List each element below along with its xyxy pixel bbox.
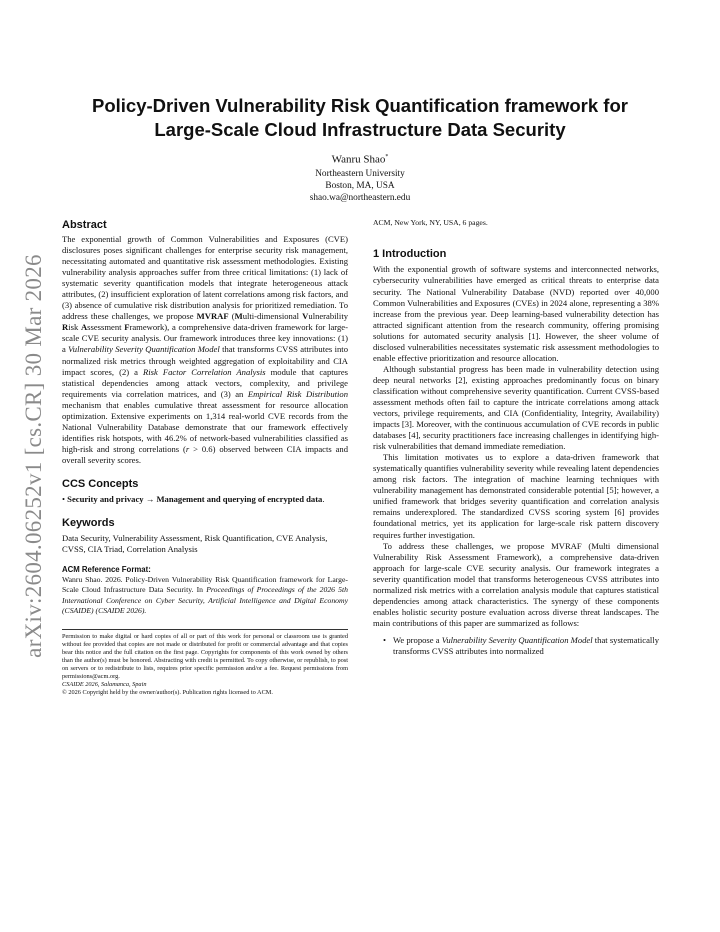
permission-notice: Permission to make digital or hard copies of all or part of this work for personal or classroom use is granted without fee provided that copies are not made or distributed for profit or commercial advantage and that copies bear this notice and the full citation on the first page. Copyrights for components of this work owned by others than the author(s) must be honored. Abstracting with credit is permitted. To copy otherwise, or republish, to post on servers or to redistribute to lists, requires prior specific permission and/or a fee. Request permissions from permissions@acm.org. — [62, 632, 348, 681]
author-location: Boston, MA, USA — [325, 181, 395, 192]
acm-reference-text: Wanru Shao. 2026. Policy-Driven Vulnerability Risk Quantification framework for Large-Scale Cloud Infrastructure Data Security. In Proceedings of Proceedings of the 2026 5th International Conference on Cyber Security, Artificial Intelligence and Digital Economy (CSAIDE) (CSAIDE 2026). — [62, 575, 348, 616]
title-line-1: Policy-Driven Vulnerability Risk Quantification framework for — [92, 95, 628, 116]
author-name — [60, 150, 660, 168]
copyright-line: © 2026 Copyright held by the owner/author(s). Publication rights licensed to ACM. — [62, 689, 273, 697]
introduction-heading: 1 Introduction — [373, 248, 447, 261]
intro-paragraph-3: This limitation motivates us to explore a data-driven framework that systematically quantifies vulnerability severity while revealing latent dependencies among risk factors. The integration of machine learning techniques with vulnerability management has demonstrated considerable potential [5]; however, a unified framework that bridges severity quantification and correlation analysis remains underexplored. The standardized CVSS scoring system [6] provides foundational metrics, yet its application for large-scale risk pattern discovery requires further investigation. — [373, 452, 659, 540]
right-column — [373, 218, 659, 657]
author-block — [60, 150, 660, 205]
abstract-body: The exponential growth of Common Vulnerabilities and Exposures (CVE) disclosures poses significant challenges for enterprise security risk management, necessitating automated and quantitative risk assessment methodologies. Existing vulnerability analysis approaches suffer from three critical limitations: (1) lack of systematic severity quantification models that integrate heterogeneous attack attributes, (2) insufficient exploration of latent correlations among risk factors, and (3) absence of cumulative risk distribution analysis for prioritized remediation. To address these challenges, we propose MVRAF (Multi-dimensional Vulnerability Risk Assessment Framework), a comprehensive data-driven framework for large-scale CVE security analysis. Our framework introduces three key innovations: (1) a Vulnerability Severity Quantification Model that transforms CVSS attributes into normalized risk metrics through weighted aggregation of exploitability and CIA impact scores, (2) a Risk Factor Correlation Analysis module that captures statistical dependencies among attack vectors, complexity, and privilege requirements via correlation matrices, and (3) an Empirical Risk Distribution mechanism that enables cumulative threat assessment for resource allocation optimization. Extensive experiments on 1,314 real-world CVE records from the National Vulnerability Database demonstrate that our framework effectively identifies risk hotspots, with 46.2% of network-based vulnerabilities classified as high-risk and strong correlations (r > 0.6) observed between CIA impacts and overall severity scores. — [62, 234, 349, 465]
intro-paragraph-1: With the exponential growth of software systems and interconnected networks, cybersecurity vulnerabilities have emerged as critical threats to enterprise data security. The National Vulnerability Database (NVD) reported over 40,000 Common Vulnerabilities and Exposures (CVEs) in 2024 alone, representing a 38% increase from the previous year. Deep learning-based vulnerability detection has attracted significant attention from the research community, offering promising solutions for automated security analysis [1]. However, the sheer volume of disclosed vulnerabilities necessitates systematic risk assessment methodologies to enable effective prioritization and resource allocation. — [373, 264, 659, 363]
left-column — [62, 218, 348, 697]
venue-line: CSAIDE 2026, Salamanca, Spain — [62, 681, 147, 689]
keywords-heading: Keywords — [62, 516, 115, 529]
proceedings-title: Proceedings of Proceedings of the 2026 5th International Conference on Cyber Security, Artificial Intelligence and Digital Economy (CSAIDE) (CSAIDE 2026). — [62, 585, 348, 616]
intro-paragraph-2: Although substantial progress has been made in vulnerability detection using deep neural networks [2], existing approaches predominantly focus on binary classification without comprehensive severity quantification. Current CVSS-based assessment methods often fail to capture the intricate correlations among attack vectors, privilege requirements, and CIA (Confidentiality, Integrity, Availability) impacts [3]. Moreover, with the continuous accumulation of CVE records in public databases [4], security practitioners face increasing challenges in identifying high-risk vulnerabilities that demand immediate remediation. — [373, 363, 659, 452]
contributions-list — [373, 635, 659, 657]
arxiv-identifier — [14, 256, 54, 656]
keywords-text: Data Security, Vulnerability Assessment, Risk Quantification, CVE Analysis, CVSS, CIA Triad, Correlation Analysis — [62, 532, 328, 555]
author-email: shao.wa@northeastern.edu — [309, 193, 411, 204]
contribution-item: • We propose a Vulnerability Severity Quantification Model that systematically transforms CVSS attributes into normalized — [393, 635, 659, 657]
ccs-text: • Security and privacy → Management and querying of encrypted data. — [62, 493, 325, 504]
arxiv-identifier-text: arXiv:2604.06252v1 [cs.CR] 30 Mar 2026 — [21, 254, 47, 658]
intro-paragraph-4: To address these challenges, we propose MVRAF (Multi dimensional Vulnerability Risk Assessment Framework), a comprehensive data-driven approach for large-scale CVE security analysis. Our framework integrates a severity quantification model that transforms heterogeneous CVSS attributes into normalized risk metrics with a correlation analysis module that captures statistical dependencies among attack characteristics. The synergy of these components enables holistic security posture evaluation across diverse threat landscapes. The main contributions of this paper are summarized as follows: — [373, 540, 659, 628]
author-mark: * — [385, 154, 389, 160]
abstract-heading: Abstract — [62, 219, 107, 231]
acm-reference-tail: ACM, New York, NY, USA, 6 pages. — [373, 218, 488, 227]
author-name-text: Wanru Shao — [331, 153, 386, 166]
paper-title — [60, 94, 660, 142]
footnote-rule — [62, 629, 348, 630]
ccs-heading: CCS Concepts — [62, 477, 139, 490]
acm-reference-heading: ACM Reference Format: — [62, 565, 151, 575]
acm-reference-continued — [373, 218, 659, 228]
mvraf-name: MVRAF — [196, 311, 229, 322]
author-affiliation: Northeastern University — [315, 168, 405, 179]
title-line-2: Large-Scale Cloud Infrastructure Data Security — [154, 119, 566, 140]
ccs-concepts — [62, 494, 348, 505]
